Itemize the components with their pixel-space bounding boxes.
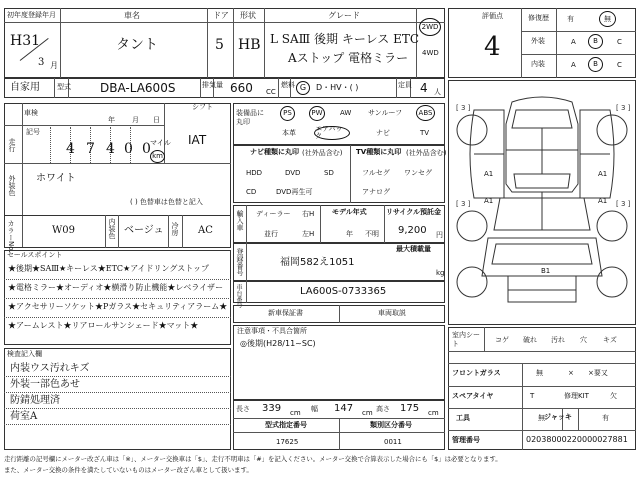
equip-tv: TV — [420, 129, 430, 137]
model-year-unit: 年 — [346, 230, 353, 238]
score-label: 評価点 — [482, 12, 503, 20]
spare-item: 欠 — [610, 392, 617, 400]
equip-abs: ABS — [416, 105, 435, 121]
navi-types-title: ナビ種類に丸印 — [250, 148, 299, 156]
mileage-code-label: 記号 — [26, 128, 40, 136]
exterior-label: 外装色 — [8, 175, 16, 196]
import-right: 右H — [302, 210, 315, 218]
height-label: 高さ — [376, 405, 390, 413]
height: 175 — [400, 403, 420, 414]
shape: HB — [238, 37, 261, 53]
seat-item: 穴 — [580, 336, 587, 344]
equip-pw: PW — [309, 106, 325, 121]
interior-sheet-label: 室内シート — [452, 331, 480, 349]
spare-item: 修理KIT — [564, 392, 589, 400]
inspector-line: 内装ウス汚れキズ — [10, 363, 90, 374]
max-load-label: 最大積載量 — [396, 245, 431, 253]
selling-points-label: セールスポイント — [7, 251, 63, 259]
svg-text:[ 3 ]: [ 3 ] — [616, 200, 631, 208]
notes-block — [233, 325, 445, 400]
navi-type: DVD — [285, 169, 301, 177]
recycle-label: リサイクル預託金 — [386, 208, 442, 216]
car-name-label: 車名 — [124, 11, 140, 20]
svg-text:[ 3 ]: [ 3 ] — [616, 104, 631, 112]
footer-line2: また、メーター交換の条件を満たしていないものはメーター改ざん車として扱います。 — [4, 466, 253, 474]
usage: 自家用 — [10, 82, 40, 93]
day-label: 日 — [153, 116, 160, 124]
model-label: 型式 — [57, 83, 71, 91]
equipment-label: 装備品に丸印 — [236, 109, 264, 127]
jack-label: ジャッキ — [544, 413, 572, 421]
doors-label: ドア — [213, 11, 229, 20]
interior-color-label: 内装色 — [108, 218, 116, 239]
length: 339 — [262, 403, 282, 414]
year-unit: 年 — [108, 116, 115, 124]
svg-text:[ 3 ]: [ 3 ] — [456, 200, 471, 208]
width-label: 幅 — [311, 405, 318, 413]
notes-label: 注意事項・不具合箇所 — [237, 327, 307, 335]
capacity-label: 定員 — [398, 81, 412, 89]
inspector-label: 検査記入欄 — [7, 350, 42, 358]
grade-label: グレード — [328, 11, 360, 20]
import-dealer: ディーラー — [256, 210, 291, 218]
length-unit: cm — [290, 409, 301, 417]
diagram-mark: A1 — [598, 170, 608, 178]
seat-item: コゲ — [495, 336, 509, 344]
inspector-line: 荷室A — [10, 411, 38, 422]
equip-airbag: エアバック — [314, 126, 350, 140]
selling-point-line: ★電格ミラー★オーディオ★横滑り防止機能★レベライザー — [8, 283, 224, 292]
exterior-grade-b-circled: B — [588, 34, 603, 49]
svg-text:[ 3 ]: [ 3 ] — [456, 104, 471, 112]
jack-value: 有 — [602, 414, 609, 422]
repair-label: 修復歴 — [528, 14, 549, 22]
seat-item: 破れ — [523, 336, 537, 344]
width: 147 — [334, 403, 354, 414]
type-no-label: 型式指定番号 — [265, 421, 307, 429]
interior-grade-label: 内装 — [531, 60, 545, 68]
month-unit: 月 — [50, 61, 58, 70]
max-load-unit: kg — [436, 269, 445, 277]
navi-type: DVD再生可 — [276, 188, 313, 196]
tools-value: 無 — [538, 414, 545, 422]
equip-sunroof: サンルーフ — [368, 109, 403, 117]
chassis: LA600S-0733365 — [300, 286, 387, 297]
model-year-value: 不明 — [365, 230, 379, 238]
ac-label: 冷房 — [171, 222, 179, 236]
inspection-label: 車検 — [24, 109, 38, 117]
width-unit: cm — [362, 409, 373, 417]
notes-text: ◎後期(H28/11~SC) — [240, 339, 316, 348]
import-label: 輸入車 — [236, 210, 244, 231]
fuel-rest: D・HV・( ) — [316, 83, 359, 92]
class-no: 0011 — [384, 438, 402, 446]
spare-item: T — [530, 392, 535, 400]
mileage-digit: 0 — [142, 141, 151, 157]
reg-month: 3 — [38, 57, 45, 68]
mileage-digit: 7 — [86, 141, 95, 157]
navi-types-note: (社外品含む) — [302, 149, 343, 157]
model: DBA-LA600S — [100, 81, 176, 95]
class-no-label: 類別区分番号 — [370, 421, 412, 429]
selling-point-line: ★後期★SAⅢ★キーレス★ETC★アイドリングストップ — [8, 264, 210, 273]
interior-grade-a: A — [571, 61, 576, 69]
reg-year: H31 — [10, 33, 41, 49]
interior-grade-c: C — [617, 61, 622, 69]
capacity: 4 — [420, 81, 428, 95]
recycle-unit: 円 — [436, 231, 443, 239]
mileage-digit: 4 — [106, 141, 115, 157]
shape-label: 形状 — [240, 11, 256, 20]
tv-type: フルセグ — [362, 169, 390, 177]
plate: 福岡582え1051 — [280, 257, 355, 268]
cc-unit: CC — [266, 88, 276, 96]
tv-types-note: (社外品含む) — [406, 149, 447, 157]
mileage-label: 走行 — [8, 138, 16, 152]
color-no: W09 — [52, 225, 76, 236]
fuel-label: 燃料 — [281, 81, 295, 89]
mile-label: マイル — [150, 139, 171, 147]
inspector-line: 防錆処理済 — [10, 395, 60, 406]
car-name: タント — [116, 37, 158, 53]
windshield-item: ×要又 — [588, 369, 608, 377]
reg-year-label: 初年度登録年月 — [7, 11, 56, 19]
displacement: 660 — [230, 81, 253, 95]
drive-4wd: 4WD — [422, 49, 439, 57]
navi-type: SD — [324, 169, 334, 177]
shift-label: シフト — [192, 103, 213, 111]
chassis-label: 車台番号 — [235, 284, 242, 308]
import-parallel: 並行 — [264, 230, 278, 238]
warranty-doc: 新車保証書 — [268, 309, 303, 317]
model-year-label: モデル年式 — [332, 208, 367, 216]
exterior-grade-a: A — [571, 38, 576, 46]
displacement-label: 排気量 — [202, 81, 223, 89]
seat-item: 汚れ — [551, 336, 565, 344]
equip-ps: PS — [280, 106, 295, 121]
drive-2wd: 2WD — [419, 18, 441, 36]
length-label: 長さ — [236, 405, 250, 413]
exterior-grade-c: C — [617, 38, 622, 46]
height-unit: cm — [428, 409, 439, 417]
equip-navi: ナビ — [376, 129, 390, 137]
repair-no-circled: 無 — [599, 11, 616, 27]
shift: IAT — [188, 133, 207, 147]
plate-label: 登録番号 — [236, 248, 244, 276]
diagram-mark: B1 — [541, 267, 551, 275]
tv-type: アナログ — [362, 188, 390, 196]
mgmt-label: 管理番号 — [452, 436, 480, 444]
car-diagram — [448, 80, 636, 325]
capacity-unit: 人 — [434, 88, 441, 96]
equip-aw: AW — [340, 109, 352, 117]
import-left: 左H — [302, 230, 315, 238]
doors: 5 — [215, 37, 224, 53]
navi-type: HDD — [246, 169, 263, 177]
inspector-line: 外装一部色あせ — [10, 379, 80, 390]
tv-types-title: TV種類に丸印 — [356, 148, 402, 156]
interior-color: ベージュ — [124, 225, 164, 236]
exterior-color: ホワイト — [36, 173, 76, 184]
manual-doc: 車両取説 — [378, 309, 406, 317]
ac: AC — [198, 225, 213, 236]
interior-grade-b-circled: B — [588, 57, 603, 72]
diagram-mark: A1 — [484, 197, 494, 205]
equip-leather: 本革 — [282, 129, 296, 137]
km-circled: km — [150, 150, 165, 163]
repair-yes: 有 — [567, 15, 574, 23]
month-label: 月 — [132, 116, 139, 124]
recycle: 9,200 — [398, 225, 427, 236]
windshield-item: × — [568, 369, 574, 377]
type-no: 17625 — [276, 438, 299, 446]
seat-item: キズ — [603, 336, 617, 344]
windshield-label: フロントガラス — [452, 369, 501, 377]
selling-point-line: ★アームレスト★リアロールサンシェード★マット★ — [8, 321, 199, 330]
grade-line2: Aストップ 電格ミラー — [288, 51, 409, 65]
exterior-note: ( ) 色替車は色替と記入 — [130, 198, 203, 206]
selling-point-line: ★アクセサリーソケット★Pガラス★セキュリティアラーム★ — [8, 302, 228, 311]
windshield-item: 無 — [536, 369, 543, 377]
tools-label: 工具 — [456, 414, 470, 422]
tv-type: ワンセグ — [404, 169, 432, 177]
diagram-mark: A1 — [598, 197, 608, 205]
spare-label: スペアタイヤ — [452, 392, 494, 400]
score-value: 4 — [484, 32, 501, 62]
color-no-label: カラーNo. — [7, 220, 15, 253]
navi-type: CD — [246, 188, 257, 196]
fuel-g: G — [296, 81, 310, 95]
grade-line1: L SAⅢ 後期 キーレス ETC — [270, 32, 420, 46]
diagram-mark: A1 — [484, 170, 494, 178]
exterior-grade-label: 外装 — [531, 37, 545, 45]
mileage-digit: 4 — [66, 141, 75, 157]
mgmt-number: 02038000220000027881 — [526, 435, 628, 444]
mileage-digit: 0 — [124, 141, 133, 157]
footer-line1: 走行距離の記号欄にメーター改ざん車は「※」、メーター交換車は「$」、走行不明車は「#」を記入ください。メーター交換で合算表示した場合にも「$」は必要となります。 — [4, 455, 502, 463]
